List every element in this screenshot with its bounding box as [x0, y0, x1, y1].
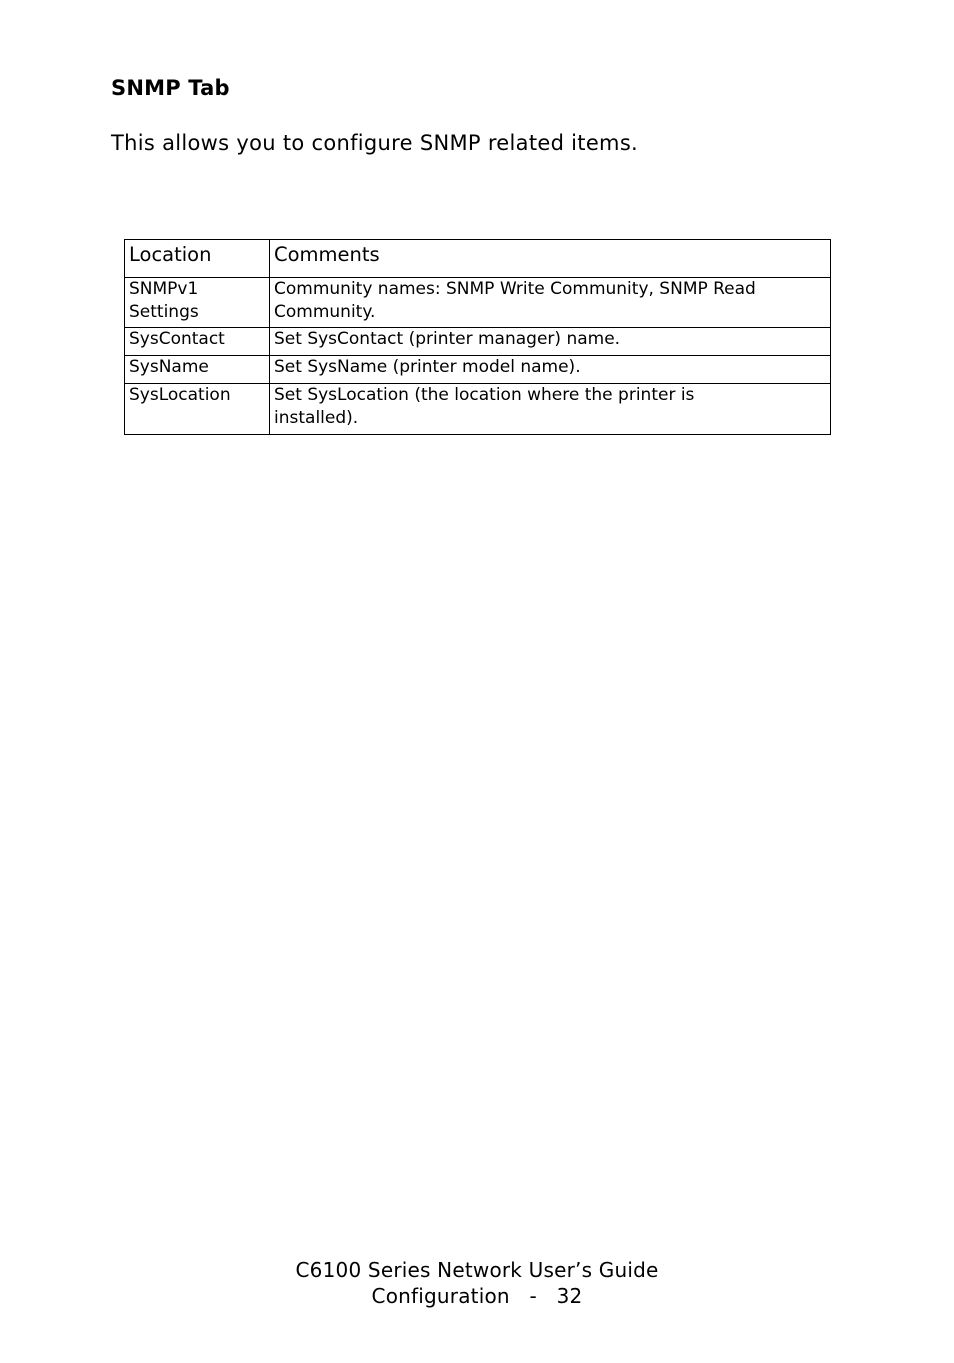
location-cell: SNMPv1 Settings [125, 278, 270, 328]
location-cell: SysContact [125, 328, 270, 356]
table-row [125, 278, 831, 328]
table-row [125, 384, 831, 435]
footer-page-number: 32 [556, 1284, 583, 1308]
comments-cell: Community names: SNMP Write Community, SNMP Read Community. [270, 278, 831, 328]
footer-section: Configuration [371, 1284, 510, 1308]
footer-guide-title: C6100 Series Network User’s Guide [295, 1258, 659, 1282]
column-header-comments: Comments [270, 240, 831, 278]
location-cell: SysLocation [125, 384, 270, 435]
comments-cell: Set SysName (printer model name). [270, 356, 831, 384]
page-title: SNMP Tab [111, 76, 230, 100]
snmp-settings-table [124, 239, 831, 435]
page-footer [0, 1257, 954, 1309]
table-header-row [125, 240, 831, 278]
table-row [125, 356, 831, 384]
comments-cell: Set SysLocation (the location where the printer is installed). [270, 384, 831, 435]
intro-paragraph: This allows you to configure SNMP related items. [111, 131, 639, 155]
table-row [125, 328, 831, 356]
column-header-location: Location [125, 240, 270, 278]
comments-cell: Set SysContact (printer manager) name. [270, 328, 831, 356]
footer-section-line [0, 1283, 954, 1309]
footer-separator: - [529, 1284, 537, 1308]
location-cell: SysName [125, 356, 270, 384]
